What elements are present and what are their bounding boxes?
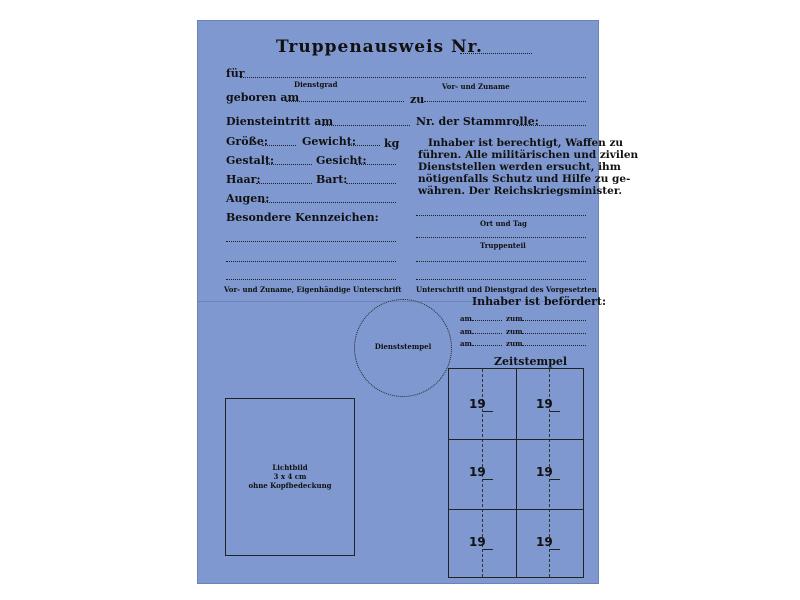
photo-box[interactable] (225, 398, 355, 556)
zeitstempel-heading: Zeitstempel (494, 355, 568, 368)
promotion-am-2: am (460, 327, 472, 336)
groesse-field[interactable] (262, 145, 296, 146)
zeitstempel-year-5[interactable]: 19 (469, 535, 486, 549)
gesicht-label: Gesicht: (316, 154, 367, 167)
dienststempel-circle (354, 299, 452, 397)
ort-tag-caption: Ort und Tag (480, 219, 527, 228)
gestalt-field[interactable] (266, 164, 312, 165)
gestalt-label: Gestalt: (226, 154, 275, 167)
dienststempel-label: Dienststempel (374, 342, 432, 351)
geburtsort-field[interactable] (424, 101, 586, 102)
photo-caption (226, 463, 354, 490)
statement-line-3: Dienststellen werden ersucht, ihm (418, 161, 621, 173)
photo-caption-line-1: Lichtbild (272, 463, 308, 472)
augen-label: Augen: (226, 192, 270, 205)
zeitstempel-year-4[interactable]: 19 (536, 465, 553, 479)
truppenteil-caption: Truppenteil (480, 241, 526, 250)
gewicht-label: Gewicht: (302, 135, 356, 148)
year-blank-1 (483, 411, 493, 412)
zeitstempel-year-3[interactable]: 19 (469, 465, 486, 479)
statement-line-4: nötigenfalls Schutz und Hilfe zu ge- (418, 173, 631, 185)
statement-line-5: währen. Der Reichskriegsminister. (418, 185, 623, 197)
augen-field[interactable] (262, 202, 396, 203)
zeitstempel-year-6[interactable]: 19 (536, 535, 553, 549)
promotion-date-2[interactable] (472, 333, 502, 334)
id-card (197, 20, 639, 584)
vor-zuname-caption: Vor- und Zuname (442, 82, 510, 91)
haar-label: Haar: (226, 173, 261, 186)
photo-caption-line-3: ohne Kopfbedeckung (248, 481, 332, 490)
fuer-label: für (226, 67, 245, 80)
year-blank-5 (483, 549, 493, 550)
unterschrift-caption: Vor- und Zuname, Eigenhändige Unterschrift (224, 285, 402, 294)
promotion-rank-2[interactable] (522, 333, 586, 334)
grid-center-line (516, 369, 517, 577)
promotion-zum-1: zum (506, 314, 523, 323)
promotion-date-3[interactable] (472, 345, 502, 346)
vorgesetzten-line-2[interactable] (416, 279, 586, 280)
grid-row-line-2 (449, 509, 583, 510)
zu-label: zu (410, 93, 425, 106)
kennzeichen-line-3[interactable] (226, 279, 396, 280)
gewicht-field[interactable] (348, 145, 380, 146)
year-blank-4 (550, 479, 560, 480)
groesse-label: Größe: (226, 135, 268, 148)
grid-row-line-1 (449, 439, 583, 440)
year-blank-2 (550, 411, 560, 412)
kennzeichen-label: Besondere Kennzeichen: (226, 211, 379, 224)
zeitstempel-year-2[interactable]: 19 (536, 397, 553, 411)
vorgesetzten-caption: Unterschrift und Dienstgrad des Vorgesetzten (416, 285, 597, 294)
statement-line-2: führen. Alle militärischen und zivilen (418, 149, 639, 161)
geboren-am-label: geboren am (226, 91, 300, 104)
ort-tag-field[interactable] (416, 215, 586, 216)
promotion-am-1: am (460, 314, 472, 323)
promotion-zum-2: zum (506, 327, 523, 336)
zeitstempel-year-1[interactable]: 19 (469, 397, 486, 411)
haar-field[interactable] (256, 183, 312, 184)
diensteintritt-label: Diensteintritt am (226, 115, 333, 128)
card-title: Truppenausweis Nr. (276, 37, 483, 57)
promotion-am-3: am (460, 339, 472, 348)
diensteintritt-field[interactable] (322, 125, 410, 126)
dienstgrad-caption: Dienstgrad (294, 80, 338, 89)
kg-label: kg (384, 137, 400, 150)
promotion-date-1[interactable] (472, 320, 502, 321)
gesicht-field[interactable] (356, 164, 396, 165)
promotion-rank-1[interactable] (522, 320, 586, 321)
geboren-am-field[interactable] (286, 101, 404, 102)
zeitstempel-grid (448, 368, 584, 578)
year-blank-3 (483, 479, 493, 480)
stammrolle-field[interactable] (516, 125, 586, 126)
statement-line-1: Inhaber ist berechtigt, Waffen zu (428, 137, 624, 149)
kennzeichen-line-1[interactable] (226, 241, 396, 242)
promotion-zum-3: zum (506, 339, 523, 348)
truppenteil-field[interactable] (416, 237, 586, 238)
photo-caption-line-2: 3 x 4 cm (273, 472, 307, 481)
kennzeichen-line-2[interactable] (226, 261, 396, 262)
stammrolle-label: Nr. der Stammrolle: (416, 115, 539, 128)
fuer-field[interactable] (240, 77, 586, 78)
year-blank-6 (550, 549, 560, 550)
promotion-heading: Inhaber ist befördert: (472, 295, 607, 308)
bart-field[interactable] (346, 183, 396, 184)
bart-label: Bart: (316, 173, 348, 186)
vorgesetzten-line-1[interactable] (416, 261, 586, 262)
card-number-field[interactable] (460, 53, 532, 54)
promotion-rank-3[interactable] (522, 345, 586, 346)
